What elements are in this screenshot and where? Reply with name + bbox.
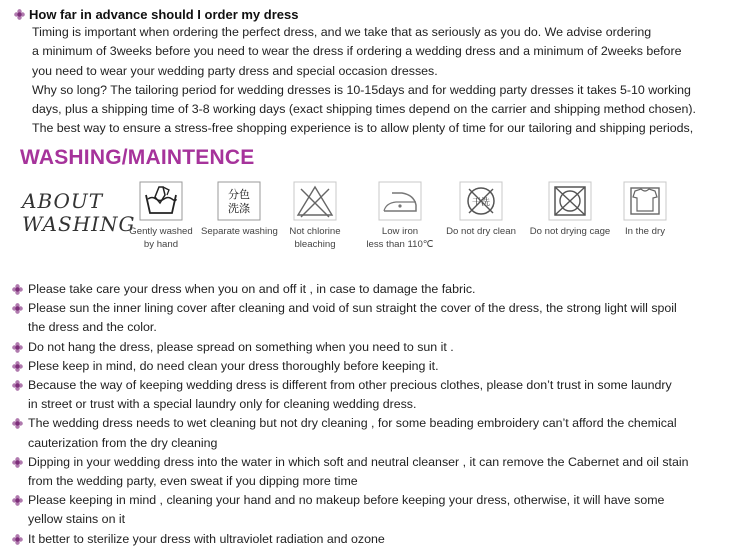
label-line: Not chlorine [289, 226, 341, 237]
flower-bullet-icon [12, 380, 23, 391]
order-advance-paragraph [32, 23, 747, 139]
wash-symbol-separate-washing [201, 181, 277, 238]
label-line: by hand [143, 239, 179, 250]
wash-symbol-hand-wash [128, 181, 194, 251]
no-chlorine-icon [293, 181, 337, 221]
flower-bullet-icon [12, 284, 23, 295]
no-dry-clean-icon [459, 181, 503, 221]
list-item [12, 299, 747, 337]
iron-low-icon [378, 181, 422, 221]
separate-wash-icon [217, 181, 261, 221]
rule-line: the dress and the color. [28, 320, 157, 335]
hand-wash-label [128, 225, 194, 251]
dry-label [617, 225, 673, 238]
rule-line: Plese keep in mind, do need clean your dress thoroughly before keeping it. [28, 358, 439, 373]
wash-symbol-no-chlorine [286, 181, 344, 251]
no-tumble-dry-icon [548, 181, 592, 221]
paragraph-line: you need to wear your wedding party dress and special occasion dresses. [32, 63, 438, 78]
label-line: Do not drying cage [529, 226, 611, 237]
about-line: ABOUT [22, 189, 104, 213]
paragraph-line: a minimum of 3weeks before you need to wear the dress if ordering a wedding dress and a minimum of 2weeks before [32, 44, 682, 59]
rule-line: cauterization from the dry cleaning [28, 435, 218, 450]
label-line: Do not dry clean [446, 226, 516, 237]
wash-symbol-dry [617, 181, 673, 238]
paragraph-line: Why so long? The tailoring period for wedding dresses is 10-15days and for wedding party dresses it takes 5-10 working [32, 82, 691, 97]
rule-line: It better to sterilize your dress with ultraviolet radiation and ozone [28, 531, 385, 546]
flower-bullet-icon [12, 342, 23, 353]
label-line: Low iron [381, 226, 419, 237]
paragraph-line: days, plus a shipping time of 3-8 working days (exact shipping times depend on the carrier and shipping method chosen). [32, 102, 696, 117]
separate-glyph-top: 分色 [228, 188, 250, 201]
separate-wash-label [201, 225, 277, 238]
washing-line: WASHING [22, 212, 136, 236]
wash-symbol-no-dry-clean [444, 181, 518, 238]
care-rules-list [12, 280, 747, 549]
list-item [12, 280, 747, 299]
list-item [12, 376, 747, 414]
rule-line: from the wedding party, even sweat if you dipping more time [28, 474, 358, 489]
label-line: bleaching [294, 239, 336, 250]
wash-symbol-low-iron [364, 181, 436, 251]
rule-line: in street or trust with a special laundry only for cleaning wedding dress. [28, 397, 417, 412]
no-chlorine-label [286, 225, 344, 251]
no-tumble-dry-label [528, 225, 612, 238]
list-item [12, 414, 747, 452]
order-advance-heading [14, 7, 298, 22]
flower-bullet-icon [12, 418, 23, 429]
list-item [12, 357, 747, 376]
label-line: Separate washing [201, 226, 278, 237]
order-advance-title: How far in advance should I order my dress [29, 7, 299, 22]
no-dry-clean-label [444, 225, 518, 238]
dry-clean-glyph: 干洗 [471, 198, 491, 208]
rule-line: Dipping in your wedding dress into the water in which soft and neutral cleanser , it can remove the Cabernet and oil stain [28, 454, 689, 469]
rule-line: The wedding dress needs to wet cleaning but not dry cleaning , for some beading embroidery can’t afford the chemical [28, 416, 677, 431]
list-item [12, 491, 747, 529]
paragraph-line: Timing is important when ordering the perfect dress, and we take that as seriously as you do. We advise ordering [32, 25, 652, 39]
rule-line: Please take care your dress when you on and off it , in case to damage the fabric. [28, 282, 476, 296]
separate-glyph-bottom: 洗涤 [228, 202, 250, 215]
rule-line: Please sun the inner lining cover after cleaning and void of sun straight the cover of the dress, the strong light will spoil [28, 301, 677, 316]
flower-bullet-icon [12, 495, 23, 506]
rule-line: yellow stains on it [28, 512, 126, 527]
list-item [12, 453, 747, 491]
list-item [12, 338, 747, 357]
dry-in-shade-icon [623, 181, 667, 221]
paragraph-line: The best way to ensure a stress-free shopping experience is to allow plenty of time for our tailoring and shipping periods, [32, 121, 694, 136]
hand-wash-icon [139, 181, 183, 221]
flower-bullet-icon [12, 457, 23, 468]
about-washing-label [22, 190, 136, 236]
low-iron-label [364, 225, 436, 251]
label-line: Gently washed [129, 226, 193, 237]
label-line: In the dry [625, 226, 665, 237]
list-item [12, 530, 747, 549]
label-line: less than 110℃ [366, 239, 434, 250]
rule-line: Because the way of keeping wedding dress is different from other precious clothes, please don’t trust in some laundry [28, 378, 672, 393]
rule-line: Do not hang the dress, please spread on something when you need to sun it . [28, 339, 454, 354]
flower-bullet-icon [12, 303, 23, 314]
flower-bullet-icon [14, 9, 25, 20]
washing-section-title: WASHING/MAINTENCE [20, 146, 255, 169]
flower-bullet-icon [12, 361, 23, 372]
flower-bullet-icon [12, 534, 23, 545]
rule-line: Please keeping in mind , cleaning your hand and no makeup before keeping your dress, otherwise, it will have some [28, 493, 665, 508]
wash-symbol-no-tumble-dry [528, 181, 612, 238]
